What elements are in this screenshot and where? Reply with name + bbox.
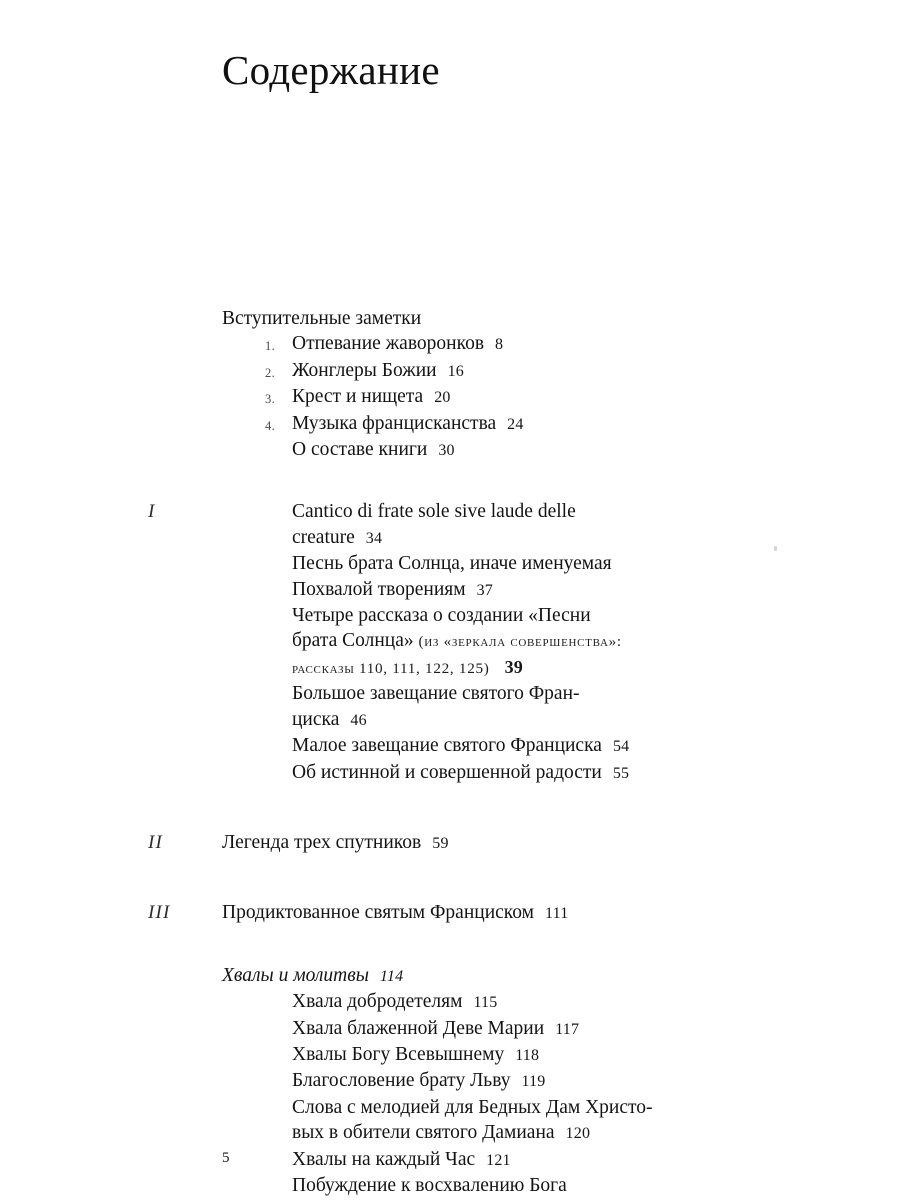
toc-entry-page: 24: [507, 415, 524, 433]
toc-entry[interactable]: [265, 411, 900, 437]
toc-entry-label: О составе книги: [292, 439, 428, 461]
toc-entry-label: Побуждение к восхвалению Бога: [292, 1174, 567, 1196]
toc-entry[interactable]: [292, 760, 900, 786]
toc-group-praises: [0, 963, 900, 1199]
toc-entry-label: Малое завещание святого Франциска: [292, 735, 602, 757]
toc-entry[interactable]: [292, 1120, 900, 1146]
toc-entry-source-note: рассказы 110, 111, 122, 125): [292, 659, 490, 677]
toc-entry[interactable]: [292, 1042, 900, 1068]
toc-entry[interactable]: [292, 577, 900, 603]
toc-group-part-ii: [0, 830, 900, 856]
toc-entry-number: 2.: [265, 365, 276, 380]
toc-entry-page: 59: [432, 834, 449, 852]
toc-entry-page: 117: [555, 1020, 580, 1038]
toc-entry-list: [0, 499, 900, 785]
toc-entry-label: Отпевание жаворонков: [292, 333, 485, 355]
toc-entry-page: 46: [350, 711, 367, 729]
toc-entry-source-note: (из «зеркала совершенства»:: [418, 633, 622, 651]
toc-entry-label: Крест и нищета: [292, 386, 424, 408]
toc-part-numeral: III: [148, 902, 171, 924]
toc-entry-label: Cantico di frate sole sive laude delle: [292, 501, 576, 523]
toc-entry-number: 1.: [265, 339, 276, 354]
toc-entry-label: брата Солнца»: [292, 630, 414, 652]
toc-group-part-i: [0, 499, 900, 785]
toc-entry-label: Хвалы Богу Всевышнему: [292, 1043, 505, 1065]
toc-entry[interactable]: [292, 628, 900, 654]
toc-entry-label: Легенда трех спутников: [222, 831, 422, 853]
toc-entry[interactable]: [265, 358, 900, 384]
spacer: [0, 463, 900, 499]
toc-entry[interactable]: [292, 1173, 900, 1198]
toc-entry[interactable]: [292, 681, 900, 706]
toc-entry-page: 119: [521, 1073, 546, 1091]
page-folio: 5: [222, 1150, 230, 1166]
toc-entry-page: 121: [486, 1151, 511, 1169]
toc-entry-label: Песнь брата Солнца, иначе именуемая: [292, 553, 612, 575]
toc-entry[interactable]: [222, 900, 900, 926]
toc-entry-page: 39: [504, 656, 523, 677]
toc-entry-page: 37: [476, 581, 494, 599]
toc-entry-label: Хвала блаженной Деве Марии: [292, 1017, 545, 1039]
toc-entry-page: 54: [612, 738, 630, 756]
toc-entry-label: Большое завещание святого Фран-: [292, 683, 580, 705]
toc-group-heading-label: Хвалы и молитвы: [222, 964, 369, 986]
toc-entry[interactable]: [265, 384, 900, 410]
toc-entry-page: 55: [612, 764, 630, 782]
toc-entry[interactable]: [292, 989, 900, 1015]
toc-entry-page: 120: [565, 1125, 591, 1143]
toc-entry[interactable]: [265, 331, 900, 357]
spacer: [0, 786, 900, 830]
toc-entry-list: [0, 331, 900, 463]
toc-part-numeral: I: [148, 501, 156, 523]
toc-group-heading-label: Вступительные заметки: [222, 308, 422, 329]
toc-entry-page: 20: [434, 389, 451, 407]
toc-entry[interactable]: [292, 499, 900, 524]
toc-entry-page: 16: [447, 362, 464, 380]
spacer: [0, 856, 900, 900]
toc-entry[interactable]: [292, 525, 900, 551]
toc-entry-label: Благословение брату Льву: [292, 1070, 511, 1092]
toc-entry-label: вых в обители святого Дамиана: [292, 1122, 555, 1144]
toc-entry-label: Жонглеры Божии: [292, 359, 437, 381]
toc-entry-number: 4.: [265, 418, 276, 433]
toc-entry-label: Четыре рассказа о создании «Песни: [292, 605, 591, 627]
toc-group-heading-page: 114: [379, 967, 404, 985]
toc-entry[interactable]: [292, 551, 900, 576]
toc-entry[interactable]: [292, 1068, 900, 1094]
toc-entry-label: Об истинной и совершенной радости: [292, 761, 602, 783]
toc-content: [0, 306, 900, 1198]
toc-group-heading[interactable]: [222, 963, 900, 989]
toc-entry[interactable]: [292, 733, 900, 759]
toc-entry-label: циска: [292, 708, 340, 730]
toc-entry-label: Похвалой творениям: [292, 578, 466, 600]
toc-entry[interactable]: [292, 1147, 900, 1173]
toc-entry-page: 115: [473, 994, 498, 1012]
toc-entry[interactable]: [292, 1016, 900, 1042]
toc-entry-page: 111: [545, 905, 569, 923]
toc-entry-label: creature: [292, 526, 355, 548]
toc-entry[interactable]: [292, 1095, 900, 1120]
toc-entry[interactable]: [292, 437, 900, 463]
toc-entry-page: 30: [438, 442, 455, 460]
toc-group-part-iii: [0, 900, 900, 926]
toc-group-heading: [222, 306, 900, 331]
toc-entry-page: 118: [515, 1046, 540, 1064]
toc-group-intro: [0, 306, 900, 463]
toc-entry-page: 8: [495, 336, 504, 354]
toc-entry-label: Хвалы на каждый Час: [292, 1148, 476, 1170]
page-title: Содержание: [222, 47, 440, 93]
toc-entry-label: Слова с мелодией для Бедных Дам Христо-: [292, 1096, 653, 1118]
toc-entry-list: [0, 989, 900, 1198]
spacer: [0, 927, 900, 963]
toc-entry[interactable]: [292, 655, 900, 681]
toc-entry[interactable]: [222, 830, 900, 856]
toc-entry[interactable]: [292, 707, 900, 733]
toc-entry-page: 34: [365, 529, 383, 547]
toc-entry-label: Хвала добродетелям: [292, 991, 463, 1013]
toc-entry-number: 3.: [265, 392, 276, 407]
toc-entry-label: Музыка францисканства: [292, 412, 497, 434]
toc-entry[interactable]: [292, 603, 900, 628]
toc-entry-label: Продиктованное святым Франциском: [222, 902, 534, 924]
toc-part-numeral: II: [148, 831, 164, 853]
